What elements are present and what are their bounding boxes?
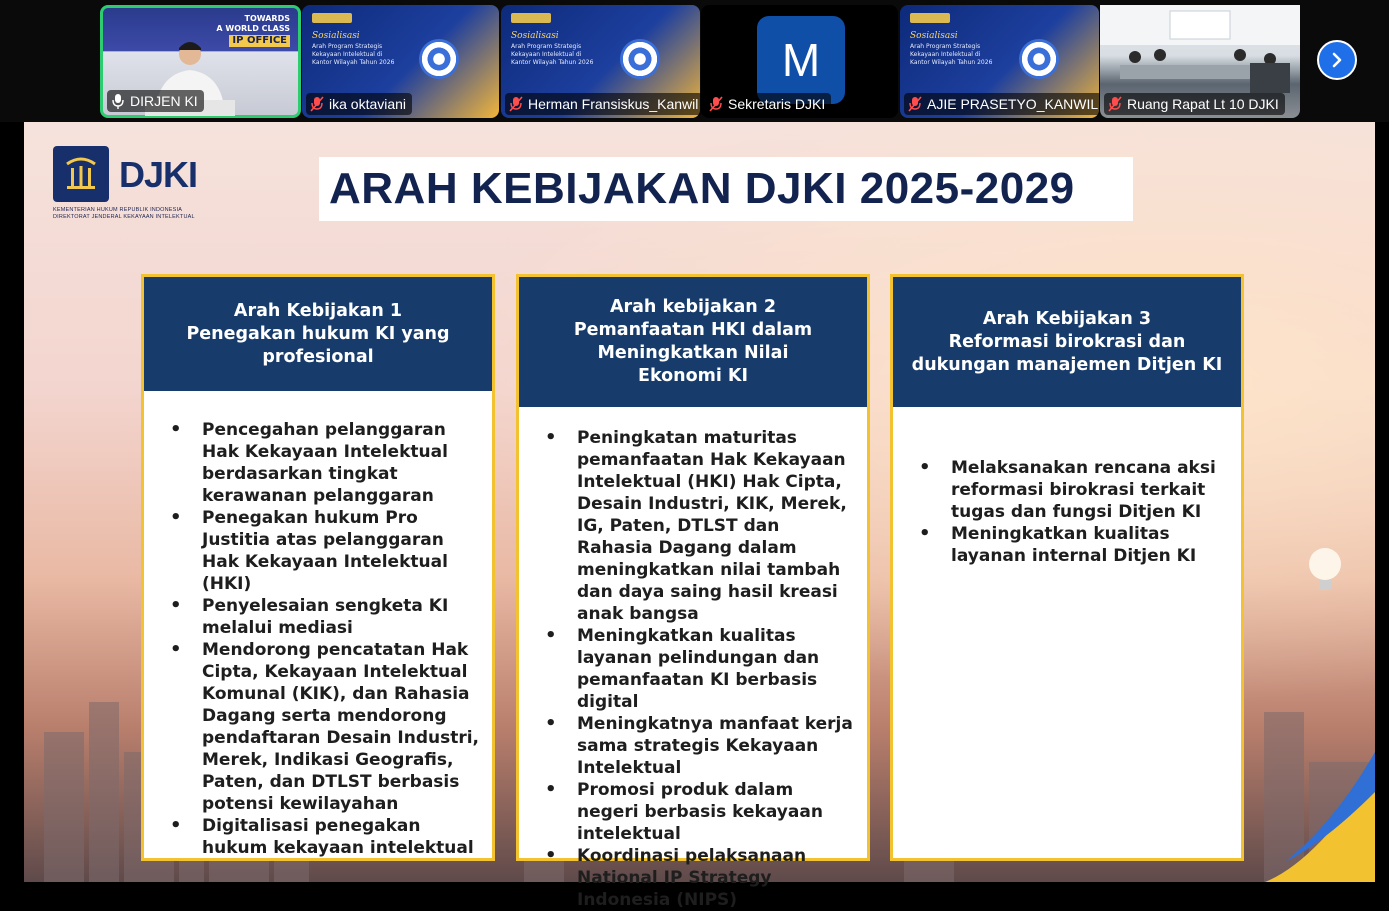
list-item: • Meningkatnya manfaat kerja sama strategis Kekayaan Intelektual: [519, 713, 867, 779]
policy-card-heading: Arah Kebijakan 1 Penegakan hukum KI yang profesional: [144, 277, 492, 391]
slide-title-box: [319, 157, 1133, 221]
participant-name: AJIE PRASETYO_KANWIL: [904, 93, 1102, 115]
slide-title: ARAH KEBIJAKAN DJKI 2025-2029: [329, 164, 1075, 213]
list-item: • Pencegahan pelanggaran Hak Kekayaan Intelektual berdasarkan tingkat kerawanan pelanggaran: [144, 419, 492, 507]
participant-tile-ajie[interactable]: Sosialisasi Arah Program Strategis Kekayaan Intelektual di Kantor Wilayah Tahun 2026 AJIE PRASETYO_KANWIL: [900, 5, 1099, 118]
list-item: • Penegakan hukum Pro Justitia atas pelanggaran Hak Kekayaan Intelektual (HKI): [144, 507, 492, 595]
list-item: • Koordinasi pelaksanaan National IP Strategy Indonesia (NIPS): [519, 845, 867, 911]
participant-tile-ruang-rapat[interactable]: [1100, 5, 1300, 118]
speaking-mic-icon: [111, 93, 125, 109]
avatar: M: [757, 16, 845, 104]
policy-list: [893, 407, 1241, 567]
muted-mic-icon: [1108, 96, 1122, 112]
target-icon: [419, 39, 459, 79]
policy-card-3: [890, 274, 1244, 861]
list-item: • Meningkatkan kualitas layanan internal Ditjen KI: [893, 523, 1241, 567]
participant-name: DIRJEN KI: [107, 90, 204, 112]
list-item: • Digitalisasi penegakan hukum kekayaan intelektual: [144, 815, 492, 859]
muted-mic-icon: [908, 96, 922, 112]
policy-card-heading: Arah kebijakan 2 Pemanfaatan HKI dalam Meningkatkan Nilai Ekonomi KI: [519, 277, 867, 407]
participant-tile-herman[interactable]: Sosialisasi Arah Program Strategis Kekayaan Intelektual di Kantor Wilayah Tahun 2026 Herman Fransiskus_Kanwil: [501, 5, 700, 118]
emblem-icon: [53, 146, 109, 202]
list-item: • Melaksanakan rencana aksi reformasi birokrasi terkait tugas dan fungsi Ditjen KI: [893, 457, 1241, 523]
participant-name: Sekretaris DJKI: [705, 93, 831, 115]
list-item: • Penyelesaian sengketa KI melalui mediasi: [144, 595, 492, 639]
participant-tile-dirjen[interactable]: [100, 5, 301, 118]
muted-mic-icon: [509, 96, 523, 112]
thumb-logo-icon: [511, 13, 551, 23]
muted-mic-icon: [709, 96, 723, 112]
policy-card-2: [516, 274, 870, 910]
participant-strip: [0, 0, 1389, 122]
next-participants-button[interactable]: [1317, 40, 1357, 80]
policy-list: [144, 391, 492, 859]
target-icon: [1019, 39, 1059, 79]
dirjen-banner: TOWARDS A WORLD CLASS IP OFFICE: [216, 14, 290, 46]
lightbulb-icon: [1305, 542, 1345, 602]
participant-name: Herman Fransiskus_Kanwil: [505, 93, 703, 115]
policy-card-1: [141, 274, 495, 861]
djki-wordmark: DJKI: [119, 154, 198, 195]
muted-mic-icon: [310, 96, 324, 112]
thumb-logo-icon: [312, 13, 352, 23]
list-item: • Peningkatan maturitas pemanfaatan Hak Kekayaan Intelektual (HKI) Hak Cipta, Desain Industri, KIK, Merek, IG, Paten, DTLST dan Rahasia Dagang dalam meningkatkan nilai tambah dan daya saing hasil kreasi anak bangsa: [519, 427, 867, 625]
participant-tile-sekretaris[interactable]: [701, 5, 898, 118]
list-item: • Promosi produk dalam negeri berbasis kekayaan intelektual: [519, 779, 867, 845]
participant-name: Ruang Rapat Lt 10 DJKI: [1104, 93, 1285, 115]
thumb-logo-icon: [910, 13, 950, 23]
list-item: • Mendorong pencatatan Hak Cipta, Kekayaan Intelektual Komunal (KIK), dan Rahasia Dagang serta mendorong pendaftaran Desain Industri, Merek, Indikasi Geografis, Paten, dan DTLST berbasis potensi kewilayahan: [144, 639, 492, 815]
corner-swoosh-decoration: [1245, 752, 1375, 882]
participant-tile-ika[interactable]: Sosialisasi Arah Program Strategis Kekayaan Intelektual di Kantor Wilayah Tahun 2026 ika oktaviani: [302, 5, 499, 118]
chevron-right-icon: [1329, 52, 1345, 68]
policy-list: [519, 407, 867, 911]
logo-subtitle: KEMENTERIAN HUKUM REPUBLIK INDONESIA DIREKTORAT JENDERAL KEKAYAAN INTELEKTUAL: [53, 207, 195, 220]
participant-name: ika oktaviani: [306, 93, 412, 115]
djki-logo: [53, 146, 223, 226]
target-icon: [620, 39, 660, 79]
policy-card-heading: Arah Kebijakan 3 Reformasi birokrasi dan dukungan manajemen Ditjen KI: [893, 277, 1241, 407]
shared-slide: [24, 122, 1375, 910]
list-item: • Meningkatkan kualitas layanan pelindungan dan pemanfaatan KI berbasis digital: [519, 625, 867, 713]
